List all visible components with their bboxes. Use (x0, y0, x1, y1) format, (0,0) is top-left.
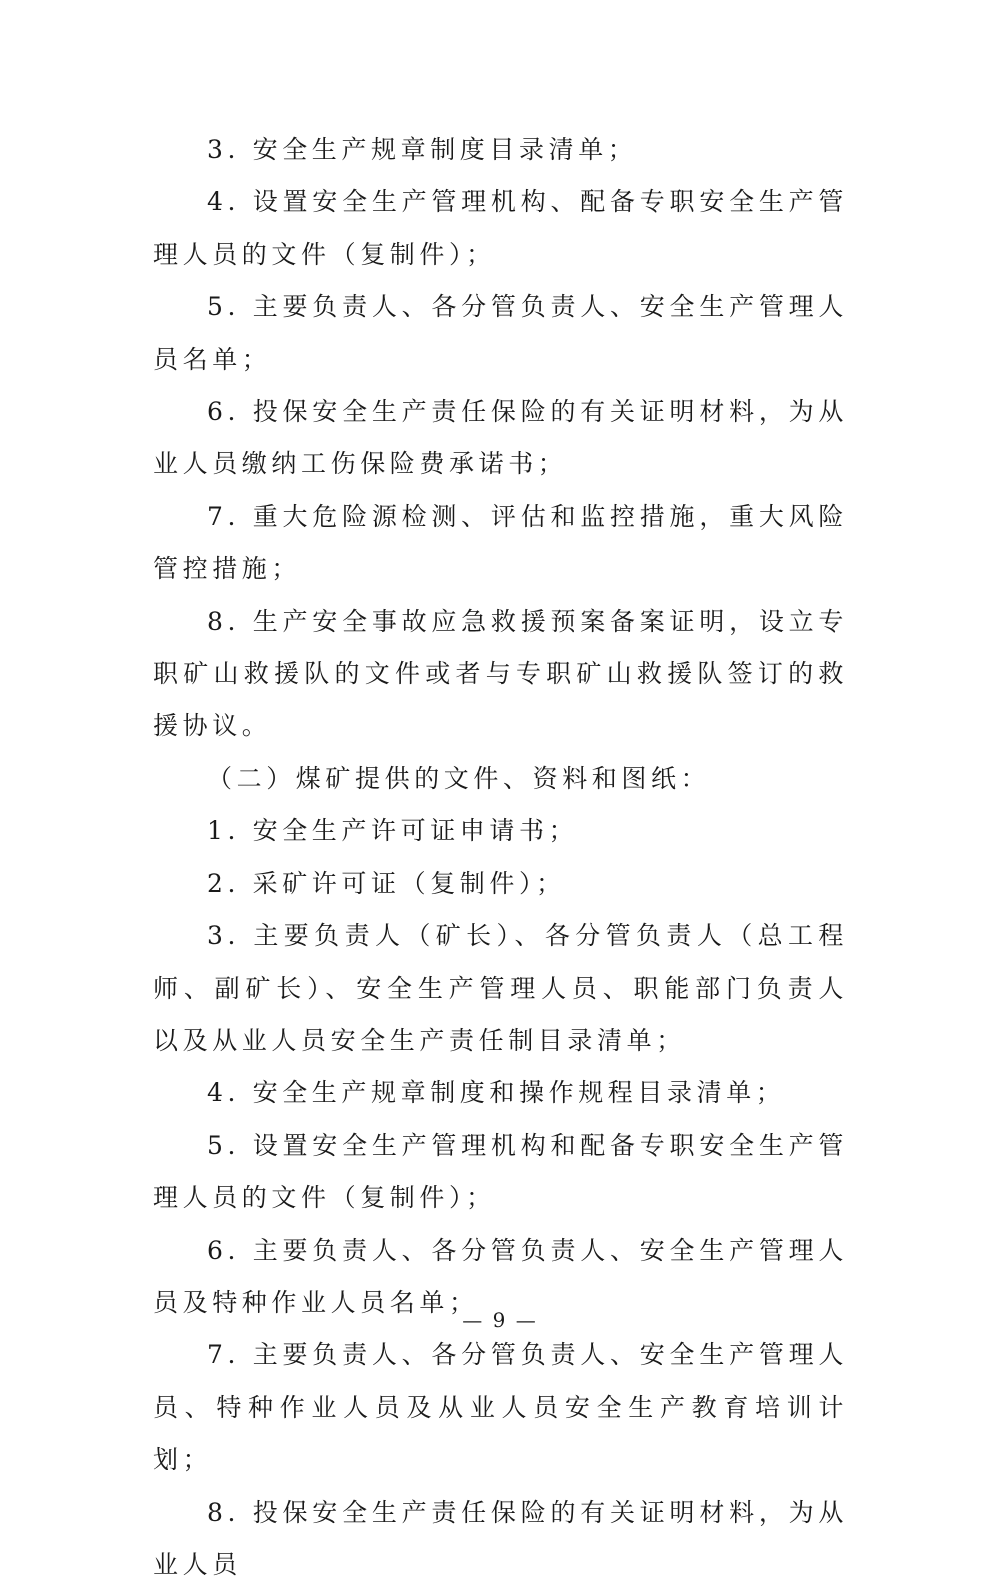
list-item-6-insurance: 6. 投保安全生产责任保险的有关证明材料，为从业人员缴纳工伤保险费承诺书； (153, 397, 848, 479)
list-item-4-operating-procedures: 4. 安全生产规章制度和操作规程目录清单； (207, 1078, 786, 1108)
list-item-2-mining-license: 2. 采矿许可证（复制件）； (207, 868, 566, 898)
section-heading-coal-mine: （二）煤矿提供的文件、资料和图纸： (207, 763, 711, 793)
list-item-7-training-plan: 7. 主要负责人、各分管负责人、安全生产管理人员、特种作业人员及从业人员安全生产教育培训计划； (153, 1340, 848, 1475)
list-item-7-hazard-monitoring: 7. 重大危险源检测、评估和监控措施，重大风险管控措施； (153, 501, 848, 584)
list-item-3-responsibility-system: 3. 主要负责人（矿长）、各分管负责人（总工程师、副矿长）、安全生产管理人员、职能部门负责人以及从业人员安全生产责任制目录清单； (153, 921, 848, 1055)
page-number: — 9 — (462, 1308, 538, 1332)
list-item-5-management-organization: 5. 设置安全生产管理机构和配备专职安全生产管理人员的文件（复制件）； (153, 1130, 848, 1213)
document-body (153, 124, 848, 1591)
list-item-6-special-workers: 6. 主要负责人、各分管负责人、安全生产管理人员及特种作业人员名单； (153, 1235, 848, 1317)
list-item-4-safety-organization: 4. 设置安全生产管理机构、配备专职安全生产管理人员的文件（复制件）； (153, 187, 848, 269)
list-item-8-emergency-rescue: 8. 生产安全事故应急救援预案备案证明，设立专职矿山救援队的文件或者与专职矿山救援队签订的救援协议。 (153, 606, 848, 741)
list-item-3-regulations: 3. 安全生产规章制度目录清单； (207, 135, 638, 164)
list-item-8-insurance: 8. 投保安全生产责任保险的有关证明材料，为从业人员 (153, 1497, 848, 1579)
list-item-1-application: 1. 安全生产许可证申请书； (207, 816, 579, 846)
list-item-5-personnel-list: 5. 主要负责人、各分管负责人、安全生产管理人员名单； (153, 292, 848, 374)
